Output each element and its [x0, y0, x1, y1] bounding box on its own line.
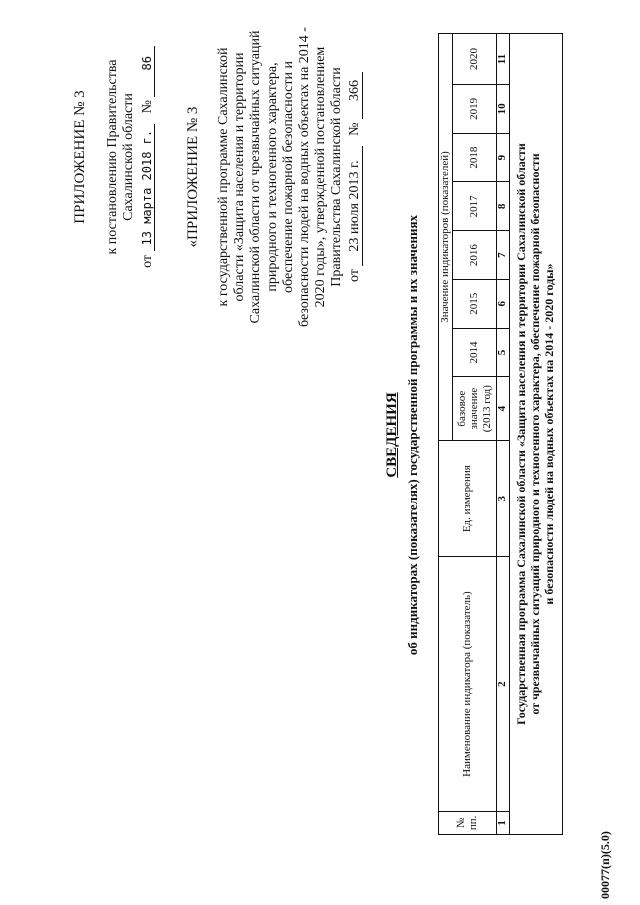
indicators-table-wrapper [438, 33, 562, 835]
header-base-line: значение [468, 387, 481, 430]
appendix-new-date-line [140, 37, 156, 277]
header-year: 2015 [453, 279, 497, 328]
column-number: 8 [497, 182, 510, 231]
column-number: 4 [497, 377, 510, 441]
column-number: 3 [497, 440, 510, 557]
table-column-numbers-row [497, 34, 510, 835]
appendix-old-date-line [347, 17, 363, 337]
column-number: 7 [497, 231, 510, 280]
column-number: 2 [497, 557, 510, 811]
header-base-value [453, 377, 497, 441]
header-year: 2017 [453, 182, 497, 231]
appendix-old-number: 366 [347, 72, 363, 119]
appendix-new-title: ПРИЛОЖЕНИЕ № 3 [72, 90, 88, 224]
column-number: 6 [497, 279, 510, 328]
table-program-row [510, 34, 563, 835]
header-unit: Ед. измерения [439, 440, 497, 557]
appendix-new-date: 13 марта 2018 г. [140, 124, 155, 252]
footer-code: 00077(п)(5.0) [598, 831, 612, 899]
document-heading [384, 115, 421, 755]
heading-subtitle: об индикаторах (показателях) государственной программы и их значениях [405, 214, 421, 656]
appendix-old-line: области «Защита населения и территории [232, 52, 248, 302]
appendix-new-block [72, 37, 157, 277]
column-number: 9 [497, 133, 510, 182]
column-number: 11 [497, 34, 510, 85]
header-indicator-name: Наименование индикатора (показатель) [439, 557, 497, 811]
header-year: 2019 [453, 85, 497, 134]
column-number: 1 [497, 811, 510, 834]
header-values-group: Значение индикаторов (показателей) [439, 34, 453, 441]
appendix-new-date-prefix: от [140, 254, 156, 268]
program-title-line: от чрезвычайных ситуаций природного и техногенного характера, обеспечение пожарной безопасности [528, 153, 543, 715]
header-base-line: (2013 год) [480, 385, 493, 433]
header-base-line: базовое [455, 390, 468, 427]
header-year: 2018 [453, 133, 497, 182]
program-title-line: Государственная программа Сахалинской области «Защита населения и территории Сахалинской области [514, 143, 529, 725]
appendix-old-line: 2020 годы», утвержденной постановлением [312, 46, 328, 308]
header-year: 2020 [453, 34, 497, 85]
appendix-old-line: природного и техногенного характера, [264, 62, 280, 292]
appendix-old-line: Сахалинской области от чрезвычайных ситуаций [248, 30, 264, 324]
appendix-old-line: обеспечение пожарной безопасности и [280, 61, 296, 293]
indicators-table [438, 33, 563, 835]
appendix-new-line: к постановлению Правительства [105, 59, 121, 255]
header-no: № пп. [439, 811, 497, 834]
program-title-cell [510, 34, 563, 835]
appendix-old-date-prefix: от [347, 269, 362, 282]
appendix-old-title: «ПРИЛОЖЕНИЕ № 3 [185, 106, 201, 248]
appendix-new-number: 86 [140, 46, 155, 96]
appendix-new-number-label: № [140, 100, 156, 114]
header-year: 2014 [453, 328, 497, 377]
appendix-old-date: 23 июля 2013 г. [347, 146, 363, 265]
heading-title: СВЕДЕНИЯ [384, 392, 400, 478]
appendix-new-line: Сахалинской области [121, 93, 137, 221]
program-title-line: и безопасности людей на водных объектах на 2014 - 2020 годы» [541, 263, 556, 605]
column-number: 5 [497, 328, 510, 377]
appendix-old-number-label: № [347, 122, 362, 136]
appendix-old-block [185, 17, 363, 337]
header-year: 2016 [453, 231, 497, 280]
appendix-old-line: безопасности людей на водных объектах на 2014 - [296, 27, 312, 327]
column-number: 10 [497, 85, 510, 134]
table-header-row [439, 34, 453, 835]
appendix-old-line: к государственной программе Сахалинской [216, 47, 232, 307]
appendix-old-line: Правительства Сахалинской области [328, 67, 344, 287]
